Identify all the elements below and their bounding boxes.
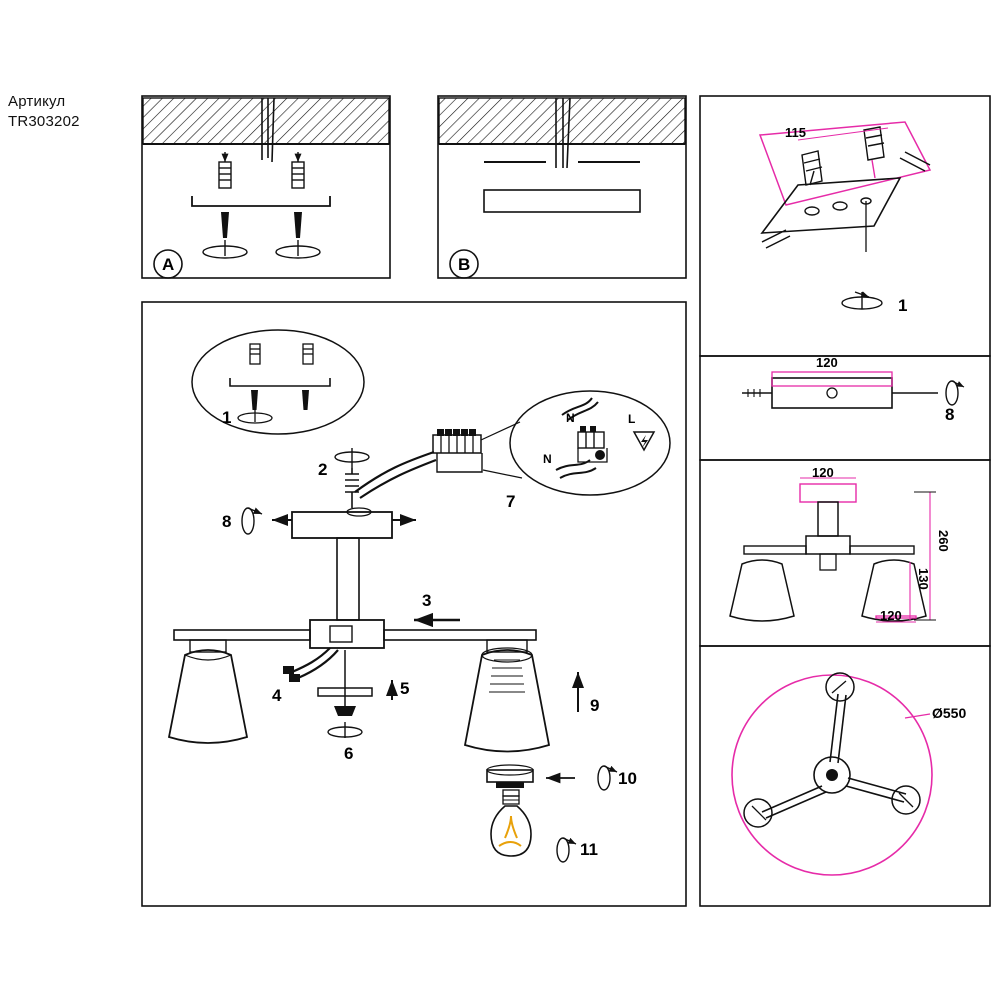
panel-canopy-dim — [742, 372, 964, 408]
canopy-callout-8: 8 — [945, 405, 955, 424]
left-shade — [169, 640, 247, 743]
panel-bracket — [760, 122, 930, 309]
callout-11-label: 11 — [580, 840, 598, 859]
callout-6-label: 6 — [344, 744, 354, 763]
plan-diameter: Ø550 — [932, 705, 967, 721]
callout-2-label: 2 — [318, 460, 328, 479]
canopy — [292, 508, 392, 538]
panel-b-letter: B — [458, 255, 471, 274]
article-block — [8, 92, 80, 132]
terminal-block — [433, 429, 482, 472]
terminal-n-top: N — [566, 411, 575, 425]
right-shade — [465, 640, 549, 752]
callout-3-label: 3 — [422, 591, 432, 610]
panel-a-letter: A — [162, 255, 175, 274]
terminal-n-bottom: N — [543, 452, 552, 466]
main-exploded-view — [169, 330, 670, 862]
callout-5-label: 5 — [400, 679, 410, 698]
panel-a-content — [143, 98, 389, 278]
article-code: TR303202 — [8, 113, 80, 130]
panel-elevation — [730, 478, 936, 622]
terminal-l-top: L — [628, 412, 636, 426]
lamp-holder — [487, 765, 533, 788]
panel-b-content — [439, 98, 685, 278]
light-bulb — [491, 790, 531, 856]
callout-4-label: 4 — [272, 686, 282, 705]
callout-10-label: 10 — [618, 769, 637, 788]
canopy-dimension-120: 120 — [816, 355, 838, 370]
callout-7-label: 7 — [506, 492, 516, 511]
callout-8-label: 8 — [222, 512, 232, 531]
bracket-callout-1: 1 — [898, 296, 908, 315]
bracket-dimension-115: 115 — [785, 125, 806, 140]
callout-1-label: 1 — [222, 408, 232, 427]
arms-assembly — [174, 620, 536, 648]
elevation-shade-height-130: 130 — [916, 568, 931, 590]
panel-plan-view — [732, 673, 932, 875]
elevation-width-120: 120 — [812, 465, 834, 480]
elevation-total-height-260: 260 — [936, 530, 951, 552]
article-title: Артикул — [8, 93, 66, 110]
elevation-shade-width-120: 120 — [880, 608, 902, 623]
callout-9-label: 9 — [590, 696, 600, 715]
